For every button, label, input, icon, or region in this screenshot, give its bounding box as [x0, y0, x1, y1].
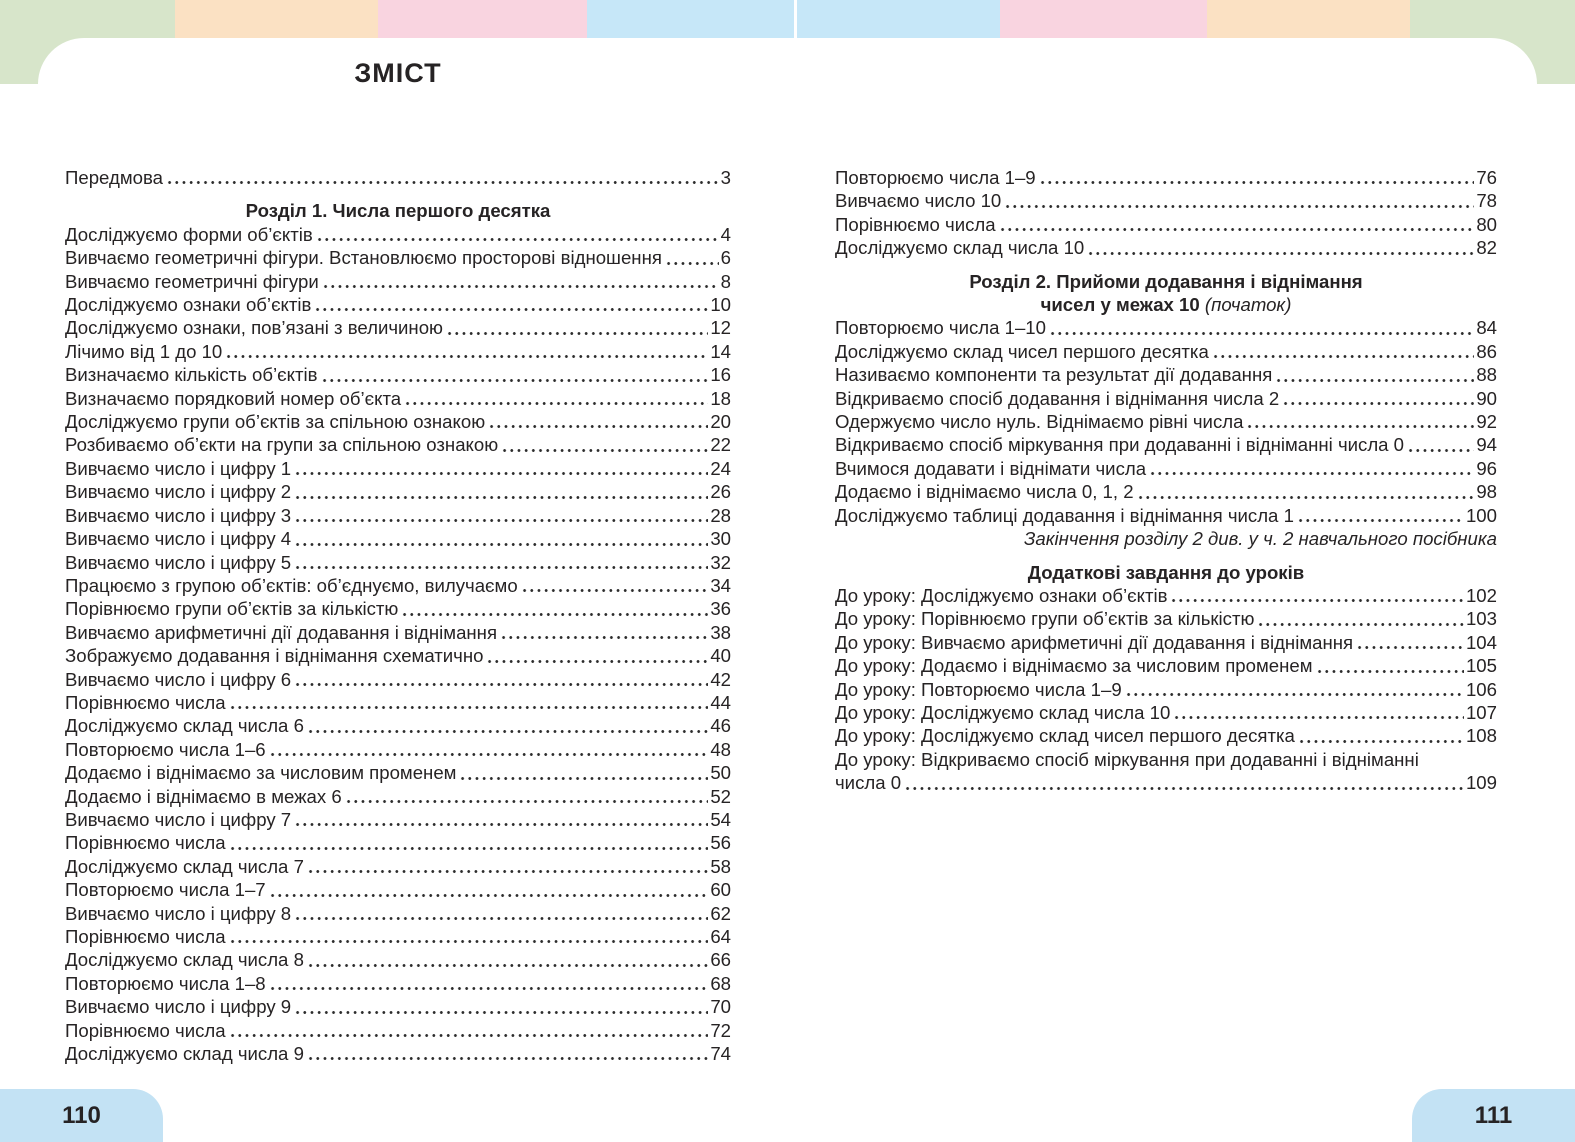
dot-leader: [1173, 701, 1464, 724]
toc-entry: [65, 714, 731, 737]
toc-entry-title: Лічимо від 1 до 10: [65, 340, 223, 362]
dot-leader: [501, 433, 708, 456]
dot-leader: [1246, 410, 1474, 433]
toc-entry-page: 58: [710, 855, 731, 877]
toc-entry: [65, 316, 731, 339]
dot-leader: [1125, 678, 1464, 701]
dot-leader: [294, 995, 708, 1018]
toc-entry-page: 50: [710, 762, 731, 784]
dot-leader: [521, 574, 709, 597]
toc-entry: [835, 480, 1497, 503]
toc-entry: [65, 1042, 731, 1065]
toc-entry-page: 68: [710, 972, 731, 994]
toc-entry-page: 92: [1476, 411, 1497, 433]
toc-entry-page: 109: [1465, 772, 1497, 794]
toc-entry-page: 76: [1476, 167, 1497, 188]
toc-entry: [65, 246, 731, 269]
toc-entry-title: Зображуємо додавання і віднімання схематично: [65, 645, 484, 667]
dot-leader: [1282, 387, 1474, 410]
toc-entry-page: 20: [710, 411, 731, 433]
toc-entry: [65, 785, 731, 808]
toc-entry-title: Вивчаємо число і цифру 9: [65, 996, 292, 1018]
toc-entry: [65, 902, 731, 925]
toc-entry: [835, 631, 1497, 654]
section-heading: [65, 199, 731, 222]
toc-entry: [65, 972, 731, 995]
toc-entry-title: До уроку: Досліджуємо склад чисел першого десятка: [835, 725, 1295, 747]
section-heading-text: Додаткові завдання до уроків: [1027, 561, 1305, 583]
toc-entry: [835, 607, 1497, 630]
toc-entry: [65, 925, 731, 948]
dot-leader: [404, 387, 708, 410]
dot-leader: [314, 293, 708, 316]
dot-leader: [486, 644, 708, 667]
dot-leader: [269, 738, 709, 761]
toc-entry-title: Відкриваємо спосіб додавання і віднімання числа 2: [835, 387, 1280, 409]
toc-entry-page: 24: [710, 457, 731, 479]
toc-entry: [65, 551, 731, 574]
dot-leader: [1049, 316, 1474, 339]
toc-entry: [835, 504, 1497, 527]
toc-entry-page: 52: [710, 785, 731, 807]
dot-leader: [1004, 189, 1474, 212]
dot-leader: [665, 246, 719, 269]
dot-leader: [1407, 433, 1474, 456]
toc-entry-title: Порівнюємо числа: [65, 1019, 226, 1041]
toc-entry-title: До уроку: Додаємо і віднімаємо за числовим променем: [835, 655, 1313, 677]
toc-entry: [65, 504, 731, 527]
toc-entry: [65, 738, 731, 761]
toc-entry: [65, 270, 731, 293]
toc-entry: [835, 433, 1497, 456]
toc-entry-page: 106: [1465, 678, 1497, 700]
toc-entry-page: 72: [710, 1019, 731, 1041]
toc-entry-title: Досліджуємо склад числа 8: [65, 949, 304, 971]
dot-leader: [307, 714, 708, 737]
toc-right-column: [835, 166, 1497, 795]
toc-entry-title: Визначаємо порядковий номер об’єкта: [65, 387, 402, 409]
dot-leader: [999, 213, 1475, 236]
toc-entry-title: Додаємо і віднімаємо числа 0, 1, 2: [835, 481, 1134, 503]
dot-leader: [1298, 724, 1464, 747]
dot-leader: [229, 1019, 709, 1042]
toc-entry-page: 30: [710, 528, 731, 550]
toc-entry-title: Досліджуємо склад чисел першого десятка: [835, 340, 1209, 362]
dot-leader: [446, 316, 708, 339]
toc-entry: [65, 387, 731, 410]
toc-entry-page: 6: [720, 247, 731, 269]
toc-entry-page: 98: [1476, 481, 1497, 503]
toc-entry-page: 90: [1476, 387, 1497, 409]
toc-entry-page: 8: [720, 270, 731, 292]
toc-entry-page: 96: [1476, 457, 1497, 479]
toc-entry-title: До уроку: Відкриваємо спосіб міркування при додаванні і відніманні: [835, 748, 1419, 770]
toc-entry-page: 4: [720, 223, 731, 245]
dot-leader: [294, 457, 708, 480]
toc-entry: [65, 223, 731, 246]
toc-entry-page: 105: [1465, 655, 1497, 677]
toc-entry-title: Повторюємо числа 1–10: [835, 317, 1046, 339]
toc-entry: [835, 340, 1497, 363]
toc-entry-title: Вивчаємо число і цифру 3: [65, 504, 292, 526]
toc-entry-title: Працюємо з групою об’єктів: об’єднуємо, вилучаємо: [65, 574, 518, 596]
dot-leader: [1212, 340, 1475, 363]
dot-leader: [316, 223, 719, 246]
dot-leader: [307, 948, 708, 971]
toc-entry-page: 88: [1476, 364, 1497, 386]
toc-entry: [65, 457, 731, 480]
note-text: Закінчення розділу 2 див. у ч. 2 навчального посібника: [1023, 528, 1497, 550]
toc-entry-title: Досліджуємо склад числа 10: [835, 237, 1085, 259]
toc-entry: [65, 433, 731, 456]
toc-entry-page: 40: [710, 645, 731, 667]
toc-entry-page: 60: [710, 879, 731, 901]
toc-entry-page: 14: [710, 340, 731, 362]
toc-entry: [835, 316, 1497, 339]
dot-leader: [294, 902, 708, 925]
toc-entry-page: 104: [1465, 631, 1497, 653]
toc-entry: [835, 678, 1497, 701]
section-heading-text: чисел у межах 10: [1040, 294, 1200, 316]
toc-entry-page: 34: [710, 574, 731, 596]
toc-entry-title: До уроку: Порівнюємо групи об’єктів за кількістю: [835, 608, 1255, 630]
toc-entry: [835, 724, 1497, 747]
toc-entry: [835, 363, 1497, 386]
toc-entry-page: 62: [710, 902, 731, 924]
toc-entry-title: числа 0: [835, 772, 902, 794]
dot-leader: [294, 480, 708, 503]
section-heading: [835, 561, 1497, 584]
dot-leader: [321, 363, 709, 386]
toc-entry-title: Називаємо компоненти та результат дії додавання: [835, 364, 1273, 386]
toc-entry: [65, 691, 731, 714]
toc-entry: [65, 574, 731, 597]
toc-entry: [65, 878, 731, 901]
toc-entry-title: Досліджуємо таблиці додавання і віднімання числа 1: [835, 504, 1294, 526]
toc-entry: [65, 166, 731, 189]
toc-entry-title: Відкриваємо спосіб міркування при додаванні і відніманні числа 0: [835, 434, 1405, 456]
toc-entry-title: Визначаємо кількість об’єктів: [65, 364, 318, 386]
toc-entry-page: 78: [1476, 190, 1497, 212]
toc-entry-page: 22: [710, 434, 731, 456]
toc-entry-title: Вивчаємо число і цифру 2: [65, 481, 292, 503]
toc-entry: [835, 236, 1497, 259]
toc-entry: [65, 855, 731, 878]
dot-leader: [294, 551, 708, 574]
dot-leader: [1356, 631, 1464, 654]
toc-entry-page: 36: [710, 598, 731, 620]
toc-entry-page: 26: [710, 481, 731, 503]
toc-entry-title: Досліджуємо ознаки, пов’язані з величиною: [65, 317, 443, 339]
dot-leader: [307, 855, 708, 878]
toc-entry-page: 28: [710, 504, 731, 526]
toc-entry-page: 38: [710, 621, 731, 643]
toc-entry-page: 3: [720, 167, 731, 188]
toc-entry-title: Повторюємо числа 1–6: [65, 738, 266, 760]
toc-entry: [65, 668, 731, 691]
dot-leader: [294, 808, 708, 831]
toc-entry-page: 12: [710, 317, 731, 339]
toc-entry-title: Вивчаємо арифметичні дії додавання і віднімання: [65, 621, 498, 643]
toc-entry-title: Повторюємо числа 1–8: [65, 972, 266, 994]
toc-entry-title: Вивчаємо число і цифру 8: [65, 902, 292, 924]
toc-entry-page: 74: [710, 1043, 731, 1065]
dot-leader: [1149, 457, 1474, 480]
toc-entry-title: До уроку: Вивчаємо арифметичні дії додавання і віднімання: [835, 631, 1354, 653]
toc-entry: [65, 340, 731, 363]
dot-leader: [488, 410, 708, 433]
dot-leader: [1257, 607, 1464, 630]
toc-entry: [65, 761, 731, 784]
toc-entry-page: 102: [1465, 584, 1497, 606]
toc-entry-title: Досліджуємо групи об’єктів за спільною ознакою: [65, 411, 486, 433]
toc-entry: [65, 995, 731, 1018]
dot-leader: [1087, 236, 1474, 259]
dot-leader: [1170, 584, 1463, 607]
toc-entry-title: Вивчаємо число 10: [835, 190, 1002, 212]
toc-entry-page: 80: [1476, 213, 1497, 235]
dot-leader: [322, 270, 719, 293]
dot-leader: [229, 925, 709, 948]
toc-entry: [65, 410, 731, 433]
toc-entry-title: Вивчаємо геометричні фігури. Встановлюємо просторові відношення: [65, 247, 662, 269]
toc-entry-title: Вивчаємо число і цифру 5: [65, 551, 292, 573]
toc-entry-page: 108: [1465, 725, 1497, 747]
toc-entry-page: 56: [710, 832, 731, 854]
page-number-tab-right: [1412, 1089, 1575, 1142]
toc-entry: [835, 771, 1497, 794]
toc-entry-title: Порівнюємо числа: [835, 213, 996, 235]
toc-entry-page: 10: [710, 294, 731, 316]
toc-entry-page: 44: [710, 691, 731, 713]
toc-entry: [835, 410, 1497, 433]
toc-entry-page: 94: [1476, 434, 1497, 456]
toc-entry-page: 70: [710, 996, 731, 1018]
dot-leader: [307, 1042, 708, 1065]
dot-leader: [229, 831, 709, 854]
toc-entry-title: Одержуємо число нуль. Віднімаємо рівні числа: [835, 411, 1244, 433]
toc-entry: [835, 189, 1497, 212]
page-title: ЗМІСТ: [354, 58, 442, 88]
dot-leader: [269, 878, 709, 901]
toc-entry-page: 54: [710, 808, 731, 830]
toc-entry-title: Вивчаємо число і цифру 1: [65, 457, 292, 479]
toc-entry-page: 16: [710, 364, 731, 386]
toc-entry-title: Додаємо і віднімаємо за числовим променем: [65, 762, 457, 784]
toc-entry-title: Порівнюємо числа: [65, 691, 226, 713]
content-page: [38, 38, 1537, 1142]
toc-entry-page: 32: [710, 551, 731, 573]
toc-entry-page: 66: [710, 949, 731, 971]
toc-entry: [835, 213, 1497, 236]
toc-entry: [835, 584, 1497, 607]
toc-entry-title: Порівнюємо числа: [65, 926, 226, 947]
toc-entry-title: Вивчаємо число і цифру 7: [65, 808, 292, 830]
toc-entry: [65, 644, 731, 667]
dot-leader: [166, 166, 719, 189]
toc-entry: [65, 831, 731, 854]
toc-entry-title: Повторюємо числа 1–9: [835, 167, 1036, 188]
toc-entry-title: Вивчаємо число і цифру 4: [65, 528, 292, 550]
toc-entry: [835, 387, 1497, 410]
toc-entry-page: 82: [1476, 237, 1497, 259]
dot-leader: [1297, 504, 1464, 527]
toc-entry: [835, 457, 1497, 480]
toc-entry-title: Досліджуємо склад числа 6: [65, 715, 304, 737]
toc-entry-title: Порівнюємо групи об’єктів за кількістю: [65, 598, 399, 620]
toc-entry-title: До уроку: Досліджуємо ознаки об’єктів: [835, 584, 1168, 606]
dot-leader: [225, 340, 708, 363]
section-heading-italic: (початок): [1204, 294, 1292, 316]
toc-entry-page: 18: [710, 387, 731, 409]
dot-leader: [401, 597, 708, 620]
toc-entry-page: 103: [1465, 608, 1497, 630]
dot-leader: [1275, 363, 1474, 386]
toc-entry-page: 84: [1476, 317, 1497, 339]
dot-leader: [500, 621, 708, 644]
dot-leader: [294, 668, 708, 691]
dot-leader: [345, 785, 709, 808]
toc-entry-page: 42: [710, 668, 731, 690]
toc-entry: [65, 597, 731, 620]
dot-leader: [1316, 654, 1464, 677]
dot-leader: [1137, 480, 1475, 503]
toc-entry: [65, 621, 731, 644]
toc-entry-page: 46: [710, 715, 731, 737]
dot-leader: [459, 761, 708, 784]
toc-entry-page: 107: [1465, 701, 1497, 723]
toc-entry-title: Досліджуємо склад числа 9: [65, 1043, 304, 1065]
toc-entry-page: 64: [710, 926, 731, 947]
section-heading: [835, 293, 1497, 316]
toc-entry-title: Досліджуємо ознаки об’єктів: [65, 294, 312, 316]
toc-entry-title: До уроку: Повторюємо числа 1–9: [835, 678, 1122, 700]
toc-entry-page: 86: [1476, 340, 1497, 362]
dot-leader: [294, 504, 708, 527]
toc-entry-title: Вчимося додавати і віднімати числа: [835, 457, 1147, 479]
toc-entry-title: Досліджуємо форми об’єктів: [65, 223, 313, 245]
dot-leader: [1039, 166, 1475, 189]
toc-entry-page: 48: [710, 738, 731, 760]
dot-leader: [294, 527, 708, 550]
dot-leader: [904, 771, 1464, 794]
toc-entry: [835, 701, 1497, 724]
page-number-right: 111: [1474, 1101, 1513, 1129]
toc-entry-title: Розбиваємо об’єкти на групи за спільною ознакою: [65, 434, 499, 456]
toc-entry-title: Передмова: [65, 167, 163, 188]
toc-entry: [65, 1019, 731, 1042]
toc-entry: [65, 808, 731, 831]
toc-entry: [835, 166, 1497, 189]
page-number-left: 110: [62, 1101, 101, 1129]
dot-leader: [269, 972, 709, 995]
toc-entry-title: Повторюємо числа 1–7: [65, 879, 266, 901]
toc-entry-title: Вивчаємо геометричні фігури: [65, 270, 319, 292]
section-heading-text: Розділ 2. Прийоми додавання і віднімання: [969, 270, 1363, 292]
toc-entry: [65, 480, 731, 503]
toc-entry: [65, 363, 731, 386]
toc-entry-title: Порівнюємо числа: [65, 832, 226, 854]
toc-entry-title: До уроку: Досліджуємо склад числа 10: [835, 701, 1171, 723]
toc-entry: [65, 293, 731, 316]
toc-entry: [65, 948, 731, 971]
toc-left-column: [65, 166, 731, 1065]
continuation-note: [835, 527, 1497, 550]
dot-leader: [229, 691, 709, 714]
section-heading-text: Розділ 1. Числа першого десятка: [245, 200, 551, 222]
section-heading: [835, 270, 1497, 293]
toc-entry-page: 100: [1465, 504, 1497, 526]
toc-entry-title: Вивчаємо число і цифру 6: [65, 668, 292, 690]
toc-entry: [65, 527, 731, 550]
toc-entry-title: Додаємо і віднімаємо в межах 6: [65, 785, 342, 807]
page-number-tab-left: [0, 1089, 163, 1142]
toc-entry-title: Досліджуємо склад числа 7: [65, 855, 304, 877]
toc-entry: [835, 748, 1497, 771]
toc-entry: [835, 654, 1497, 677]
